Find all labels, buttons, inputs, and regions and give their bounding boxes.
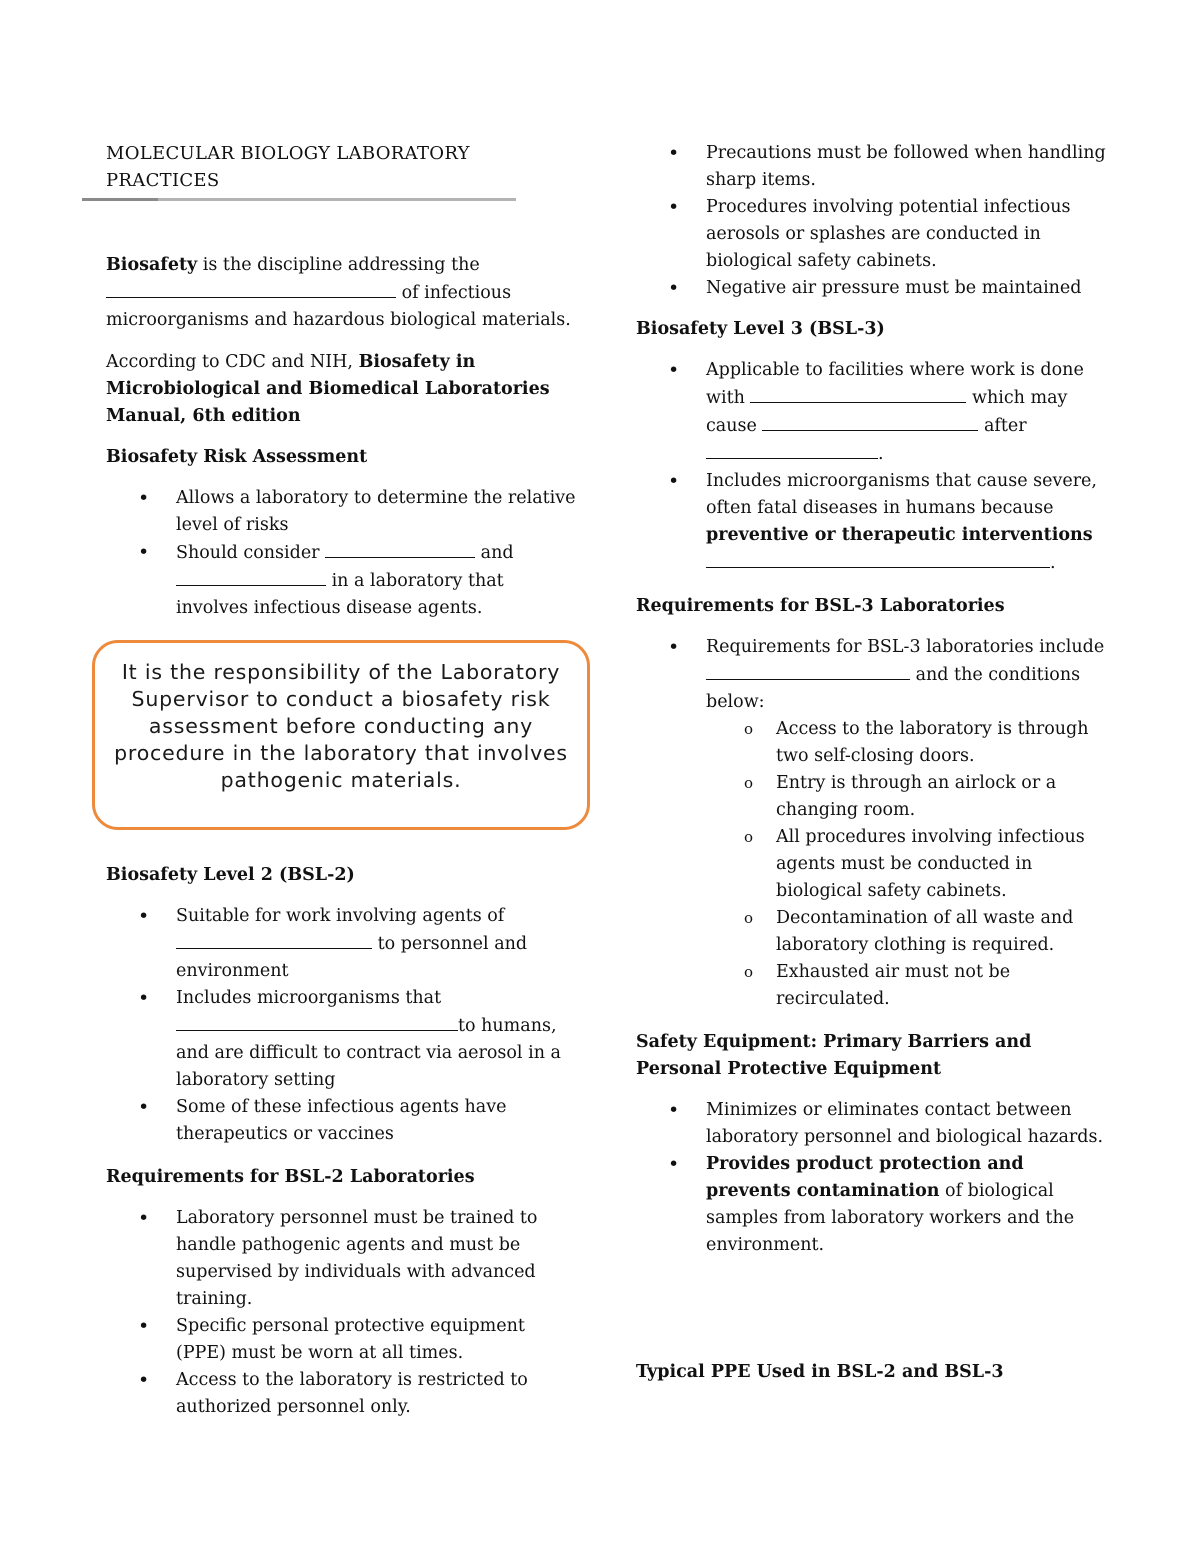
blank-field xyxy=(176,1012,458,1031)
item-text: to humans, and are difficult to contract via aerosol in a laboratory setting xyxy=(176,1016,561,1090)
bsl3-conditions-list xyxy=(706,716,1106,1013)
list-item: • Specific personal protective equipment (PPE) must be worn at all times. xyxy=(106,1313,576,1367)
bsl3-requirements-list xyxy=(636,634,1106,1013)
bsl2-list xyxy=(106,903,576,1148)
list-item: • Minimizes or eliminates contact between laboratory personnel and biological hazards. xyxy=(636,1097,1106,1151)
item-text: Applicable to facilities where work is done with xyxy=(706,360,1084,408)
ppe-heading: Typical PPE Used in BSL-2 and BSL-3 xyxy=(636,1362,1004,1382)
item-text: Some of these infectious agents have therapeutics or vaccines xyxy=(176,1097,507,1144)
item-text: to personnel and environment xyxy=(176,934,528,981)
blank-field xyxy=(176,930,372,949)
list-item xyxy=(636,357,1106,468)
biosafety-definition xyxy=(106,252,576,334)
supervisor-responsibility-callout: It is the responsibility of the Laboratory Supervisor to conduct a biosafety risk assessment before conducting any procedure in the laboratory that involves pathogenic materials. xyxy=(92,640,590,830)
list-item xyxy=(106,1094,576,1148)
list-item xyxy=(106,539,576,622)
list-item: • Access to the laboratory is restricted to authorized personnel only. xyxy=(106,1367,576,1421)
bsl2-requirements-list xyxy=(106,1205,576,1421)
sub-list-item: o Exhausted air must not be recirculated. xyxy=(706,959,1106,1013)
item-text: Includes microorganisms that cause severe, often fatal diseases in humans because xyxy=(706,471,1097,518)
def-text-1: is the discipline addressing the xyxy=(197,255,480,275)
def-text-3: microorganisms and hazardous biological materials. xyxy=(106,310,571,330)
blank-field xyxy=(762,412,978,431)
right-column xyxy=(636,140,1106,1386)
blank-field xyxy=(706,440,878,459)
item-text: after xyxy=(978,416,1027,436)
title-line-1: MOLECULAR BIOLOGY LABORATORY xyxy=(106,143,470,164)
list-item xyxy=(636,634,1106,1013)
item-text: . xyxy=(878,444,884,464)
item-text-bold: Provides product protection and prevents contamination xyxy=(706,1154,1024,1201)
list-item: • Precautions must be followed when handling sharp items. xyxy=(636,140,1106,194)
list-item: • Laboratory personnel must be trained to handle pathogenic agents and must be supervised by individuals with advanced training. xyxy=(106,1205,576,1313)
item-text: and xyxy=(475,543,514,563)
blank-field xyxy=(176,567,326,586)
bsl2-heading: Biosafety Level 2 (BSL-2) xyxy=(106,865,355,885)
item-text: Should consider xyxy=(176,543,326,563)
item-text-bold: preventive or therapeutic interventions xyxy=(706,525,1093,545)
term-biosafety: Biosafety xyxy=(106,255,198,275)
list-item: • Procedures involving potential infectious aerosols or splashes are conducted in biological safety cabinets. xyxy=(636,194,1106,275)
item-text: in a laboratory that involves infectious disease agents. xyxy=(176,571,504,618)
sub-list-item: o Entry is through an airlock or a changing room. xyxy=(706,770,1106,824)
sub-list-item: o Access to the laboratory is through two self-closing doors. xyxy=(706,716,1106,770)
bsl3-requirements-heading: Requirements for BSL-3 Laboratories xyxy=(636,596,1005,616)
item-text: of biological samples from laboratory workers and the environment. xyxy=(706,1181,1075,1255)
blank-field xyxy=(706,549,1050,568)
item-text: which may cause xyxy=(706,388,1068,436)
list-item xyxy=(106,903,576,985)
manual-title: Biosafety in Microbiological and Biomedical Laboratories Manual, 6th edition xyxy=(106,352,550,426)
title-line-2: PRACTICES xyxy=(106,170,220,191)
blank-field xyxy=(750,384,966,403)
safety-equipment-list xyxy=(636,1097,1106,1259)
blank-field xyxy=(325,539,475,558)
list-item: • Negative air pressure must be maintained xyxy=(636,275,1106,302)
list-item xyxy=(636,1151,1106,1259)
blank-field xyxy=(106,279,396,298)
bsl2-requirements-heading: Requirements for BSL-2 Laboratories xyxy=(106,1167,475,1187)
item-text: Suitable for work involving agents of xyxy=(176,906,505,926)
list-item xyxy=(636,468,1106,577)
according-text: According to CDC and NIH, xyxy=(106,352,359,372)
manual-reference xyxy=(106,349,576,430)
item-text: . xyxy=(1050,553,1056,573)
risk-assessment-list xyxy=(106,485,576,622)
bsl2-requirements-list-continued xyxy=(636,140,1106,302)
safety-equipment-heading: Safety Equipment: Primary Barriers and Personal Protective Equipment xyxy=(636,1032,1032,1079)
item-text: Allows a laboratory to determine the relative level of risks xyxy=(176,488,576,535)
bsl3-heading: Biosafety Level 3 (BSL-3) xyxy=(636,319,885,339)
item-text: and the conditions below: xyxy=(706,665,1081,712)
blank-field xyxy=(706,661,910,680)
bsl3-list xyxy=(636,357,1106,577)
def-text-2: of infectious xyxy=(396,283,512,303)
item-text: Requirements for BSL-3 laboratories include xyxy=(706,637,1105,657)
list-item xyxy=(106,985,576,1094)
sub-list-item: o Decontamination of all waste and laboratory clothing is required. xyxy=(706,905,1106,959)
risk-assessment-heading: Biosafety Risk Assessment xyxy=(106,447,368,467)
sub-list-item: o All procedures involving infectious agents must be conducted in biological safety cabinets. xyxy=(706,824,1106,905)
list-item xyxy=(106,485,576,539)
document-title xyxy=(106,140,576,194)
item-text: Includes microorganisms that xyxy=(176,988,442,1008)
